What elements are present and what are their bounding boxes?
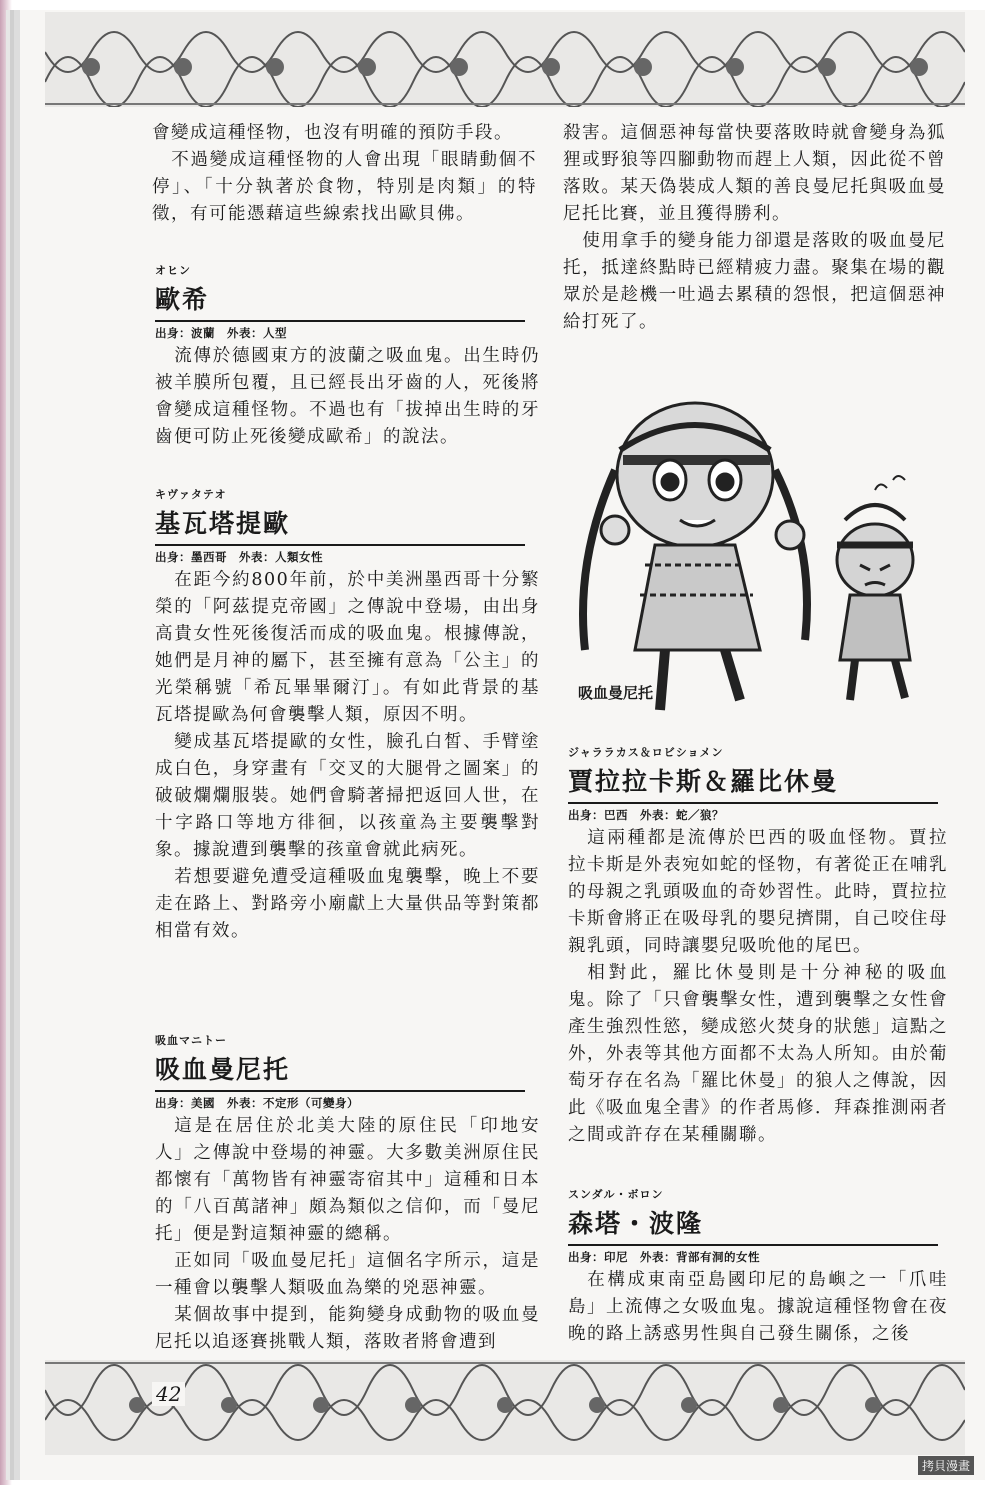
body-paragraph: 不過變成這種怪物的人會出現「眼睛動個不停」、「十分執著於食物，特別是肉類」的特徵，有可能憑藉這些線索找出歐貝佛。: [152, 150, 537, 224]
entry-heading: 賈拉拉卡斯＆羅比休曼: [568, 767, 839, 796]
entry-jara: [568, 744, 948, 1149]
entry-meta: 出身：波蘭 外表：人型: [155, 326, 287, 340]
body-paragraph: 會變成這種怪物，也沒有明確的預防手段。: [152, 123, 513, 143]
heading-rule: [155, 320, 525, 322]
entry-meta: 出身：墨西哥 外表：人類女性: [155, 550, 323, 564]
watermark: 拷貝漫畫: [918, 1456, 974, 1475]
left-intro: [152, 120, 537, 228]
body-paragraph: 這兩種都是流傳於巴西的吸血怪物。賈拉拉卡斯是外表宛如蛇的怪物，有著從正在哺乳的母親之乳頭吸血的奇妙習性。此時，賈拉拉卡斯會將正在吸母乳的嬰兒擠開，自己咬住母親乳頭，同時讓嬰兒吸吮他的尾巴。: [568, 828, 948, 956]
page-edge: [0, 0, 12, 1485]
entry-kana: 吸血マニトー: [155, 1034, 227, 1047]
body-paragraph: 正如同「吸血曼尼托」這個名字所示，這是一種會以襲擊人類吸血為樂的兇惡神靈。: [155, 1251, 540, 1298]
body-paragraph: 在構成東南亞島國印尼的島嶼之一「爪哇島」上流傳之女吸血鬼。據說這種怪物會在夜晚的路上誘惑男性與自己發生關係，之後: [568, 1270, 948, 1344]
entry-manito: [155, 1032, 540, 1356]
body-paragraph: 這是在居住於北美大陸的原住民「印地安人」之傳說中登場的神靈。大多數美洲原住民都懷有「萬物皆有神靈寄宿其中」這種和日本的「八百萬諸神」頗為類似之信仰，而「曼尼托」便是對這類神靈的總稱。: [155, 1116, 540, 1244]
entry-meta: 出身：美國 外表：不定形（可變身）: [155, 1096, 359, 1110]
entry-sundel: [568, 1186, 948, 1348]
heading-rule: [568, 802, 938, 804]
body-paragraph: 變成基瓦塔提歐的女性，臉孔白皙、手臂塗成白色，身穿畫有「交叉的大腿骨之圖案」的破破爛爛服裝。她們會騎著掃把返回人世，在十字路口等地方徘徊，以孩童為主要襲擊對象。據說遭到襲擊的孩童會就此病死。: [155, 732, 540, 860]
entry-meta: 出身：印尼 外表：背部有洞的女性: [568, 1250, 760, 1264]
body-paragraph: 某個故事中提到，能夠變身成動物的吸血曼尼托以追逐賽挑戰人類，落敗者將會遭到: [155, 1305, 540, 1352]
body-paragraph: 使用拿手的變身能力卻還是落敗的吸血曼尼托，抵達終點時已經精疲力盡。聚集在場的觀眾於是趁機一吐過去累積的怨恨，把這個惡神給打死了。: [563, 231, 946, 332]
entry-kana: ジャララカス＆ロビショメン: [568, 746, 724, 759]
body-paragraph: 流傳於德國東方的波蘭之吸血鬼。出生時仍被羊膜所包覆，且已經長出牙齒的人，死後將會變成這種怪物。不過也有「拔掉出生時的牙齒便可防止死後變成歐希」的說法。: [155, 346, 540, 447]
entry-meta: 出身：巴西 外表：蛇／狼？: [568, 808, 724, 822]
bottom-ornament: [45, 1360, 965, 1455]
entry-kana: キヴァタテオ: [155, 488, 227, 501]
heading-rule: [568, 1244, 938, 1246]
body-paragraph: 相對此，羅比休曼則是十分神秘的吸血鬼。除了「只會襲擊女性，遭到襲擊之女性會產生強烈性慾，變成慾火焚身的狀態」這點之外，外表等其他方面都不太為人所知。由於葡萄牙存在名為「羅比休曼」的狼人之傳說，因此《吸血鬼全書》的作者馬修．拜森推測兩者之間或許存在某種關聯。: [568, 963, 948, 1145]
illustration-caption: 吸血曼尼托: [578, 684, 654, 702]
right-continued: [563, 120, 946, 336]
vampire-manito-illustration: [575, 380, 955, 730]
entry-kana: スンダル・ボロン: [568, 1188, 664, 1201]
entry-heading: 森塔・波隆: [568, 1209, 704, 1238]
top-ornament: [45, 12, 965, 107]
page-number: 42: [152, 1382, 185, 1406]
body-paragraph: 殺害。這個惡神每當快要落敗時就會變身為狐狸或野狼等四腳動物而趕上人類，因此從不曾落敗。某天偽裝成人類的善良曼尼托與吸血曼尼托比賽，並且獲得勝利。: [563, 123, 946, 224]
heading-rule: [155, 1090, 525, 1092]
entry-heading: 基瓦塔提歐: [155, 509, 291, 538]
body-paragraph: 若想要避免遭受這種吸血鬼襲擊，晚上不要走在路上、對路旁小廟獻上大量供品等對策都相當有效。: [155, 867, 540, 941]
entry-kiwa: [155, 486, 540, 945]
entry-heading: 歐希: [155, 285, 210, 314]
entry-kana: オヒン: [155, 264, 191, 277]
entry-ohin: [155, 262, 540, 451]
body-paragraph: 在距今約800年前，於中美洲墨西哥十分繁榮的「阿茲提克帝國」之傳說中登場，由出身高貴女性死後復活而成的吸血鬼。根據傳說，她們是月神的屬下，甚至擁有意為「公主」的光榮稱號「希瓦畢畢爾汀」。有如此背景的基瓦塔提歐為何會襲擊人類，原因不明。: [155, 570, 540, 725]
entry-heading: 吸血曼尼托: [155, 1055, 291, 1084]
heading-rule: [155, 544, 525, 546]
